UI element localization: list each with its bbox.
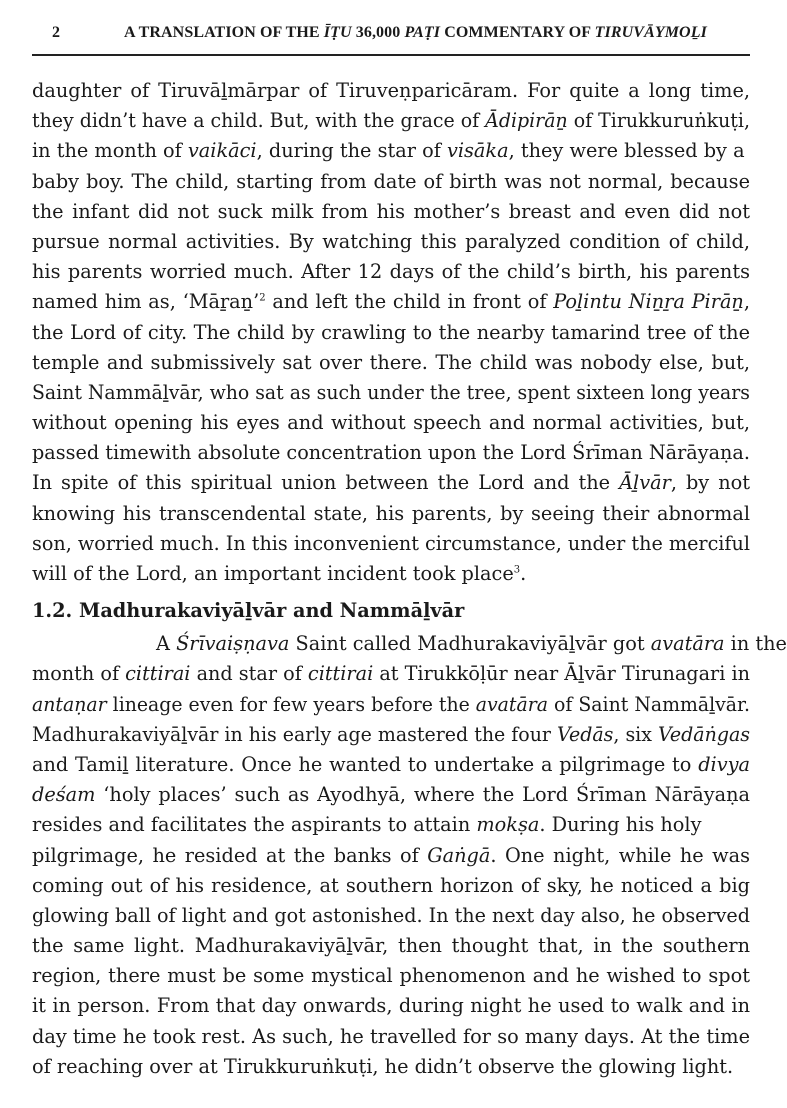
text-run: day time he took rest. As such, he travelled for so many days. At the time [32,1024,750,1048]
text-line [32,287,750,317]
italic-term: cittirai [125,662,191,686]
text-run: month of [32,662,126,686]
text-run: daughter of Tiruvāḻmārpar of Tiruveṇparicāram. For quite a long time, [32,79,750,102]
text-line [32,991,750,1021]
running-head-part: A TRANSLATION OF THE [124,24,324,41]
text-run: , six [613,722,658,746]
text-run: passed timewith absolute concentration upon the Lord Śrīman Nārāyaṇa. [32,441,750,465]
running-head-part: TIRUVĀYMOḺI [594,24,707,41]
text-line [32,810,750,840]
text-run: , they were blessed by a [508,139,745,163]
text-line [32,318,750,348]
text-line [32,197,750,227]
text-line [32,961,750,991]
text-line [32,1052,750,1082]
text-run: of reaching over at Tirukkuruṅkuṭi, he didn’t observe the glowing light. [32,1054,734,1078]
text-line [32,659,750,689]
text-run: they didn’t have a child. But, with the grace of [32,109,486,133]
text-run: A [156,632,177,656]
text-line [32,559,750,589]
text-run: the same light. Madhurakaviyāḻvār, then thought that, in the southern [32,934,750,958]
italic-term: Śrīvaiṣṇava [176,632,290,656]
text-run: the infant did not suck milk from his mother’s breast and even did not [32,199,750,223]
section-heading: 1.2. Madhurakaviyāḻvār and Nammāḻvār [32,599,465,623]
running-head-part: 36,000 [351,24,405,41]
italic-term: Gaṅgā [427,843,491,867]
text-run: , [743,290,750,314]
running-head-title [124,24,707,42]
footnote-ref[interactable]: 3 [513,564,521,576]
text-run: Madhurakaviyāḻvār in his early age mastered the four [32,722,558,746]
text-run: . One night, while he was [490,843,750,867]
text-run: will of the Lord, an important incident took place [32,562,514,585]
italic-term: cittirai [307,662,374,686]
footnote-ref[interactable]: 2 [259,292,266,304]
italic-term: visāka [446,139,509,163]
text-line [32,750,750,780]
italic-term: avatāra [650,632,725,656]
text-line [32,529,750,559]
text-line [32,408,750,438]
text-run: the Lord of city. The child by crawling to the nearby tamarind tree of the [32,320,750,344]
running-head [32,24,750,46]
header-rule [32,54,750,56]
text-line [32,901,750,931]
text-line [32,720,750,750]
text-line [32,871,750,901]
paragraph-2 [32,629,787,1082]
italic-term: avatāra [475,692,549,716]
italic-term: Ādipirāṉ [485,109,568,133]
text-run: baby boy. The child, starting from date of birth was not normal, because [32,169,750,193]
paragraph-1 [32,76,750,589]
text-run: lineage even for few years before the [106,692,476,716]
text-run: , during the star of [256,139,447,163]
italic-term: divya [698,752,750,776]
text-line [32,841,750,871]
text-run: at Tirukkōḷūr near Āḻvār Tirunagari in [373,662,750,686]
text-run: resides and facilitates the aspirants to attain [32,813,477,837]
text-run: In spite of this spiritual union between the Lord and the [32,471,620,495]
text-run: Saint Nammāḻvār, who sat as such under the tree, spent sixteen long years [32,380,750,404]
text-run: his parents worried much. After 12 days of the child’s birth, his parents [32,260,750,284]
italic-term: Vedās [557,722,614,746]
text-run: of Saint Nammāḻvār. [548,692,750,716]
text-run: named him as, ‘Māṟaṉ’ [32,290,260,314]
text-line [32,106,750,136]
text-run: pilgrimage, he resided at the banks of [32,843,428,867]
italic-term: Poḻintu Niṉṟa Pirāṉ [553,290,744,314]
text-line [32,438,750,468]
text-run: and left the child in front of [265,290,554,314]
text-line [32,378,750,408]
text-run: , by not [670,471,750,495]
text-run: . [520,562,527,585]
text-run: region, there must be some mystical phenomenon and he wished to spot [32,964,750,988]
italic-term: Āḻvār [619,471,671,495]
text-run: son, worried much. In this inconvenient circumstance, under the merciful [32,531,750,555]
text-run: Saint called Madhurakaviyāḻvār got [289,632,651,656]
italic-term: vaikāci [187,139,257,163]
text-run: without opening his eyes and without speech and normal activities, but, [32,411,750,435]
text-line [32,227,750,257]
text-line [32,136,750,166]
text-run: in the [724,632,787,656]
running-head-part: PAṬI [404,24,441,41]
text-run: of Tirukkuruṅkuṭi, [567,109,750,133]
text-line [32,1022,750,1052]
italic-term: deśam [32,783,96,807]
text-run: glowing ball of light and got astonished. In the next day also, he observed [32,903,750,927]
italic-term: mokṣa [476,813,540,837]
text-line [32,780,750,810]
text-run: and star of [190,662,308,686]
text-line [32,257,750,287]
italic-term: Vedāṅgas [657,722,750,746]
page-number: 2 [52,24,60,41]
text-run: ‘holy places’ such as Ayodhyā, where the Lord Śrīman Nārāyaṇa [95,783,750,807]
italic-term: antaṇar [32,692,107,716]
text-run: it in person. From that day onwards, during night he used to walk and in [32,994,750,1018]
text-run: in the month of [32,139,188,163]
text-line [32,468,750,498]
text-line [32,499,750,529]
text-line [32,76,750,106]
text-run: temple and submissively sat over there. The child was nobody else, but, [32,350,750,374]
text-line [32,348,750,378]
text-line [32,931,750,961]
text-run: knowing his transcendental state, his parents, by seeing their abnormal [32,501,750,525]
text-run: pursue normal activities. By watching this paralyzed condition of child, [32,229,750,253]
body-text [32,76,787,1082]
text-run: coming out of his residence, at southern horizon of sky, he noticed a big [32,873,750,897]
text-line [32,629,787,659]
text-line [32,690,750,720]
text-line [32,167,750,197]
running-head-part: ĪṬU [323,24,352,41]
text-run: . During his holy [539,813,702,837]
running-head-part: COMMENTARY OF [440,24,595,41]
text-run: and Tamiḻ literature. Once he wanted to undertake a pilgrimage to [32,752,699,776]
